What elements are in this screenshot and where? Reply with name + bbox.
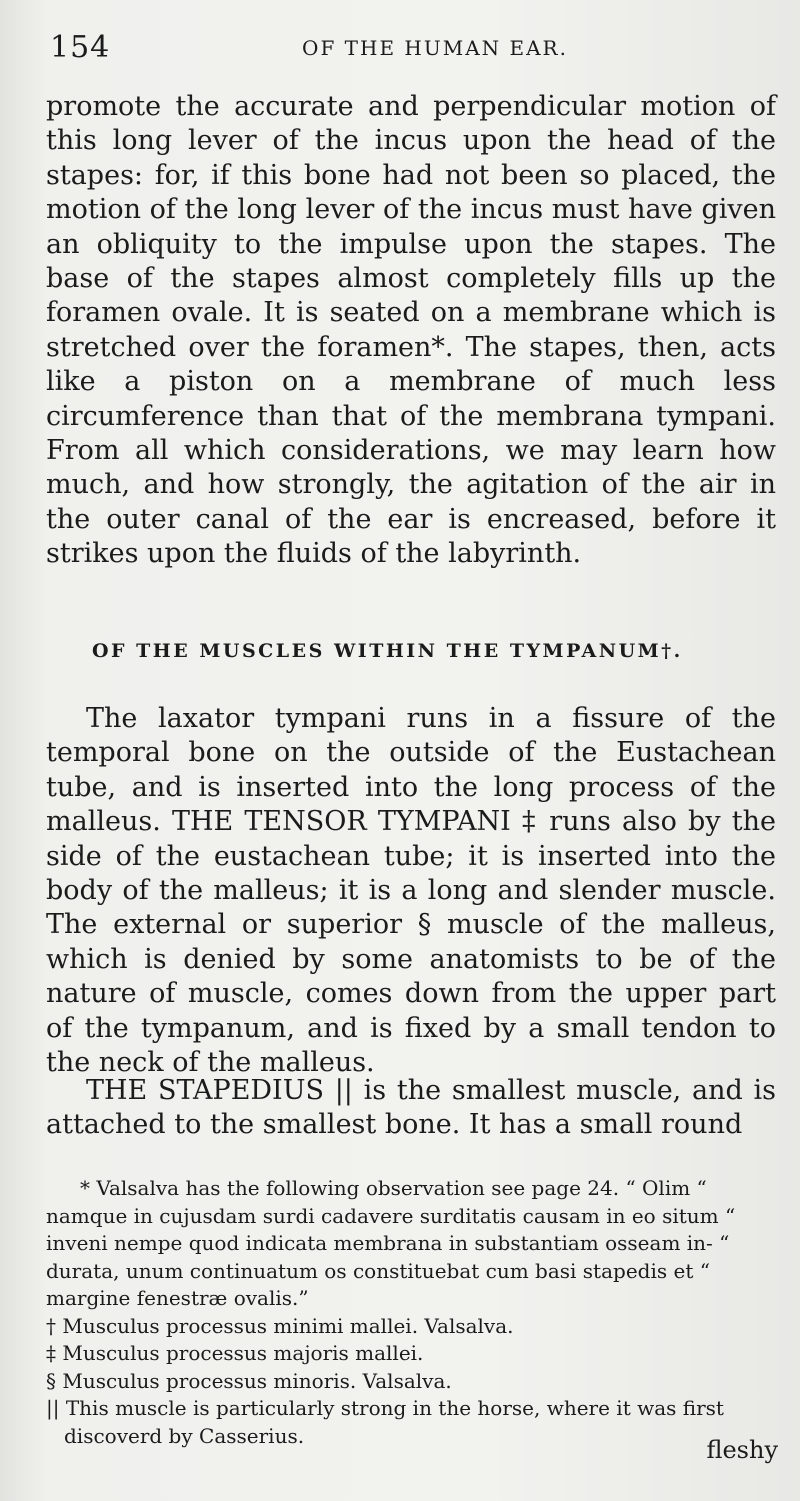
paragraph-muscles [46, 702, 776, 1080]
running-head: OF THE HUMAN EAR. [302, 36, 568, 60]
page-header [45, 30, 765, 70]
section-heading: OF THE MUSCLES WITHIN THE TYMPANUM†. [92, 640, 683, 662]
footnote-section: § Musculus processus minoris. Valsalva. [46, 1368, 452, 1393]
footnote-parallel: || This muscle is particularly strong in the horse, where it was first discoverd by Casserius. [46, 1396, 724, 1448]
catchword: fleshy [706, 1436, 778, 1464]
paragraph-continued [46, 90, 776, 572]
paragraph-text: The laxator tympani runs in a fissure of the temporal bone on the outside of the Eustachean tube, and is inserted into the long process of the malleus. THE TENSOR TYMPANI ‡ runs also by the side of the eustachean tube; it is inserted into the body of the malleus; it is a long and slender muscle. The external or superior § muscle of the malleus, which is denied by some anatomists to be of the nature of muscle, comes down from the upper part of the tympanum, and is fixed by a small tendon to the neck of the malleus. [46, 703, 776, 1079]
footnotes [46, 1175, 781, 1450]
paragraph-stapedius [46, 1074, 776, 1143]
footnote-double-dagger: ‡ Musculus processus majoris mallei. [46, 1341, 424, 1365]
paragraph-text: promote the accurate and perpendicular motion of this long lever of the incus upon the head of the stapes: for, if this bone had not been so placed, the motion of the long lever of the incus must have given an obliquity to the impulse upon the stapes. The base of the stapes almost completely fills up the foramen ovale. It is seated on a membrane which is stretched over the foramen*. The stapes, then, acts like a piston on a membrane of much less circumference than that of the membrana tympani. From all which considerations, we may learn how much, and how strongly, the agitation of the air in the outer canal of the ear is encreased, before it strikes upon the fluids of the labyrinth. [46, 91, 776, 570]
paragraph-text: THE STAPEDIUS || is the smallest muscle, and is attached to the smallest bone. It has a small round [46, 1075, 776, 1141]
footnote-asterisk: * Valsalva has the following observation see page 24. “ Olim “ namque in cujusdam surdi cadavere surditatis causam in eo situm “ inveni nempe quod indicata membrana in substantiam osseam in- “ durata, unum continuatum os constituebat cum basi stapedis et “ margine fenestræ ovalis.” [46, 1176, 736, 1310]
page-number: 154 [50, 30, 111, 65]
footnote-dagger: † Musculus processus minimi mallei. Valsalva. [46, 1313, 514, 1338]
